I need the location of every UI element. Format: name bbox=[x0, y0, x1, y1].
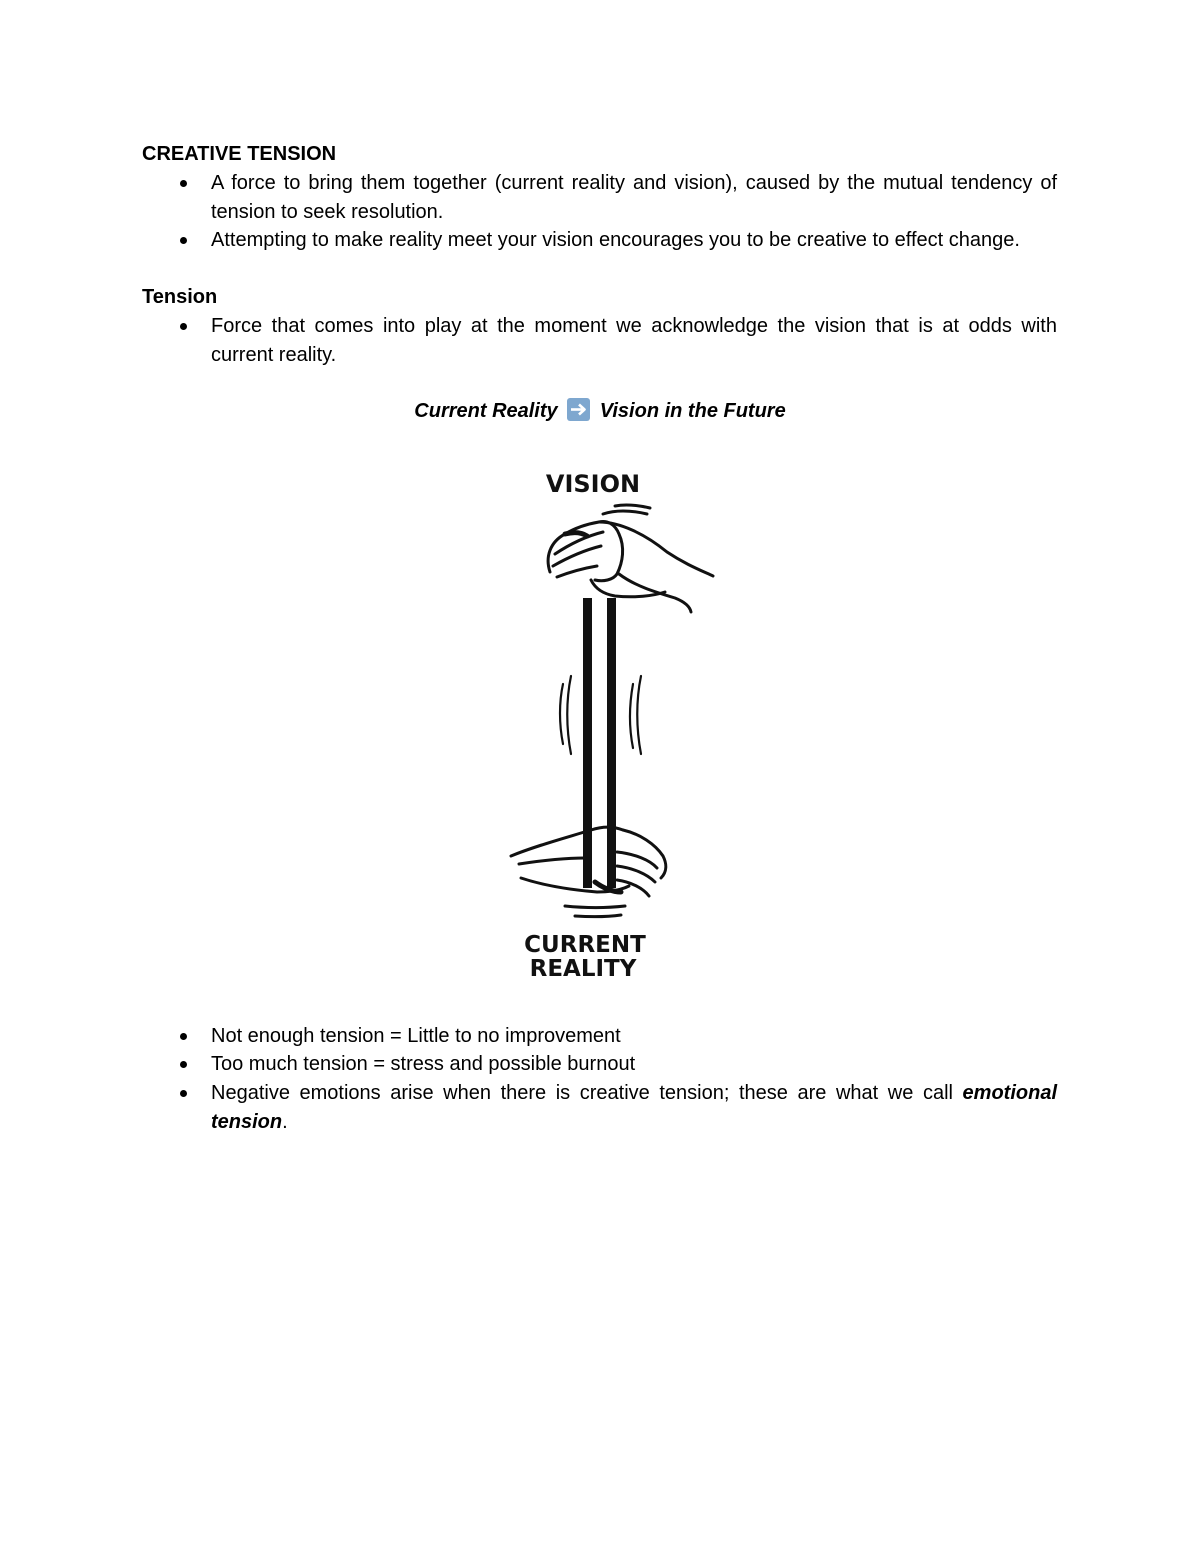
bullet-dot bbox=[180, 237, 187, 244]
label-current: CURRENT bbox=[524, 932, 646, 958]
tension-band-icon bbox=[583, 598, 616, 888]
emotional-tension-term: emotional tension bbox=[211, 1082, 1057, 1133]
bullet-dot bbox=[180, 1061, 187, 1068]
bullet-force-comes-into-play: Force that comes into play at the moment we acknowledge the vision that is at odds with current reality. bbox=[211, 315, 1057, 366]
bullet-negative-emotions bbox=[211, 1079, 1057, 1136]
bullet-not-enough-tension: Not enough tension = Little to no improvement bbox=[211, 1025, 621, 1047]
right-arrow-icon bbox=[567, 398, 590, 421]
creative-tension-illustration bbox=[495, 462, 765, 987]
negative-emotions-text: Negative emotions arise when there is creative tension; these are what we call bbox=[211, 1082, 953, 1104]
heading-tension: Tension bbox=[142, 286, 218, 308]
bullet-dot bbox=[180, 1033, 187, 1040]
heading-creative-tension: CREATIVE TENSION bbox=[142, 143, 337, 165]
figure-caption bbox=[0, 397, 1200, 425]
negative-emotions-period: . bbox=[282, 1110, 288, 1133]
bullet-dot bbox=[180, 1090, 187, 1097]
bullet-dot bbox=[180, 323, 187, 330]
caption-vision-future: Vision in the Future bbox=[599, 400, 786, 422]
top-hand-icon bbox=[548, 505, 713, 612]
bullet-too-much-tension: Too much tension = stress and possible burnout bbox=[211, 1053, 636, 1075]
bullet-dot bbox=[180, 180, 187, 187]
label-reality: REALITY bbox=[529, 956, 637, 982]
bullet-reality-meet-vision: Attempting to make reality meet your vision encourages you to be creative to effect change. bbox=[211, 229, 1020, 251]
label-vision: VISION bbox=[545, 470, 641, 498]
caption-current-reality: Current Reality bbox=[414, 400, 558, 422]
bullet-force-together: A force to bring them together (current reality and vision), caused by the mutual tendency of tension to seek resolution. bbox=[211, 172, 1057, 223]
